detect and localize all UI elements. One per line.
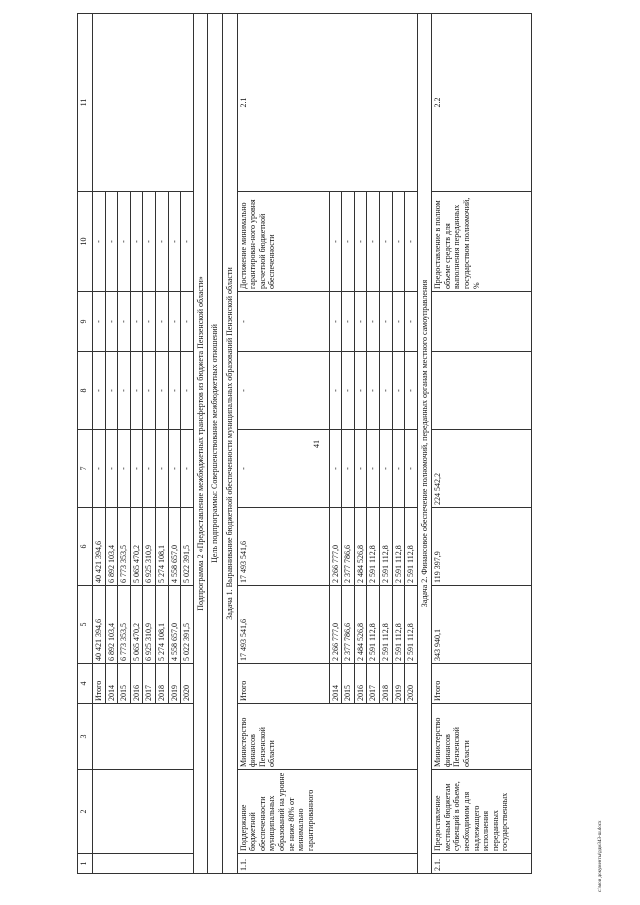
cell-regional: 6 925 310,9 <box>143 508 156 586</box>
cell-year: 2014 <box>329 664 342 704</box>
item-2-1 <box>432 14 532 874</box>
cell-local: - <box>392 352 405 430</box>
col-num-2: 2 <box>78 770 93 854</box>
cell-other: - <box>93 292 106 352</box>
cell-total: 2 591 112,8 <box>392 586 405 664</box>
item-indicator-number: 2.1 <box>237 14 417 192</box>
cell-federal: - <box>329 430 342 508</box>
cell-indicator: - <box>329 192 342 292</box>
cell-regional: 4 558 657,0 <box>168 508 181 586</box>
col-num-9: 9 <box>78 292 93 352</box>
item-1-1 <box>237 14 417 874</box>
cell-year: 2016 <box>354 664 367 704</box>
cell-regional: 40 421 394,6 <box>93 508 106 586</box>
cell-federal: - <box>155 430 168 508</box>
cell-regional: 2 377 786,6 <box>342 508 355 586</box>
cell-regional: 5 065 470,2 <box>130 508 143 586</box>
cell-total: 40 421 394,6 <box>93 586 106 664</box>
cell-regional: 5 022 391,5 <box>181 508 194 586</box>
cell-local: - <box>237 352 329 430</box>
item-1-1-row <box>237 14 329 874</box>
cell-total: 5 022 391,5 <box>181 586 194 664</box>
cell-indicator: - <box>93 192 106 292</box>
cell-other: - <box>367 292 380 352</box>
cell-year: Итого <box>237 664 329 704</box>
cell-total: 2 484 526,8 <box>354 586 367 664</box>
cell-other: - <box>143 292 156 352</box>
cell-federal: - <box>181 430 194 508</box>
column-number-row <box>78 14 93 874</box>
cell-regional: 5 274 108,1 <box>155 508 168 586</box>
cell-indicator: - <box>181 192 194 292</box>
cell-regional: 2 591 112,8 <box>367 508 380 586</box>
subprogram-goal: Цель подпрограммы: Совершенствование межбюджетных отношений <box>208 14 223 874</box>
col-num-7: 7 <box>78 430 93 508</box>
item-number: 2.1. <box>432 854 532 874</box>
col-num-1: 1 <box>78 854 93 874</box>
cell-indicator: - <box>354 192 367 292</box>
cell-federal: - <box>237 430 329 508</box>
cell-regional: 2 591 112,8 <box>405 508 418 586</box>
cell-local: - <box>329 352 342 430</box>
item-federal: 224 542,2 <box>432 430 532 508</box>
cell-local: - <box>367 352 380 430</box>
cell-year: 2020 <box>181 664 194 704</box>
item-executor: Министерство финансов Пензенской области <box>432 704 532 770</box>
cell-year: 2019 <box>168 664 181 704</box>
cell-total: 2 266 777,0 <box>329 586 342 664</box>
cell-federal: - <box>367 430 380 508</box>
subprogram-title: Подпрограмма 2 «Предоставление межбюджетных трансфертов из бюджета Пензенской области» <box>193 14 208 874</box>
file-path-footer: c:\мои документы\рдм343-ш.docx <box>598 820 603 892</box>
cell-regional: 2 484 526,8 <box>354 508 367 586</box>
cell-year: 2016 <box>130 664 143 704</box>
task1-title: Задача 1. Выравнивание бюджетной обеспеченности муниципальных образований Пензенской области <box>222 14 237 874</box>
cell-regional: 2 591 112,8 <box>392 508 405 586</box>
cell-local: - <box>143 352 156 430</box>
cell-indicator: - <box>155 192 168 292</box>
cell-indicator: - <box>118 192 131 292</box>
cell-year: 2017 <box>367 664 380 704</box>
cell-indicator: - <box>342 192 355 292</box>
program-table <box>77 13 532 874</box>
cell-total: 4 558 657,0 <box>168 586 181 664</box>
cell-indicator: - <box>405 192 418 292</box>
cell-year: 2018 <box>379 664 392 704</box>
item-year: Итого <box>432 664 532 704</box>
cell-federal: - <box>379 430 392 508</box>
cell-regional: 2 591 112,8 <box>379 508 392 586</box>
cell-federal: - <box>405 430 418 508</box>
cell-federal: - <box>93 430 106 508</box>
cell-total: 2 591 112,8 <box>379 586 392 664</box>
cell-total: 2 591 112,8 <box>405 586 418 664</box>
cell-federal: - <box>105 430 118 508</box>
cell-local: - <box>105 352 118 430</box>
cell-total: 6 925 310,9 <box>143 586 156 664</box>
cell-regional: 6 892 103,4 <box>105 508 118 586</box>
item-executor: Министерство финансов Пензенской области <box>237 704 417 770</box>
cell-other: - <box>105 292 118 352</box>
cell-local: - <box>168 352 181 430</box>
cell-indicator: - <box>143 192 156 292</box>
item-regional: 119 397,9 <box>432 508 532 586</box>
cell-indicator: - <box>168 192 181 292</box>
cell-total: 5 065 470,2 <box>130 586 143 664</box>
cell-federal: - <box>392 430 405 508</box>
cell-other: - <box>118 292 131 352</box>
cell-other: - <box>379 292 392 352</box>
cell-other: - <box>130 292 143 352</box>
cell-local: - <box>130 352 143 430</box>
subprogram-totals <box>93 14 194 874</box>
cell-indicator: - <box>105 192 118 292</box>
cell-year: 2015 <box>342 664 355 704</box>
cell-regional: 6 773 353,5 <box>118 508 131 586</box>
cell-total: 2 591 112,8 <box>367 586 380 664</box>
col-num-10: 10 <box>78 192 93 292</box>
cell-federal: - <box>130 430 143 508</box>
cell-other: - <box>354 292 367 352</box>
col-num-4: 4 <box>78 664 93 704</box>
subprogram-headers <box>193 14 237 874</box>
cell-other: - <box>237 292 329 352</box>
cell-other: - <box>392 292 405 352</box>
cell-local: - <box>405 352 418 430</box>
cell-federal: - <box>118 430 131 508</box>
totals-row <box>93 14 106 874</box>
cell-other: - <box>168 292 181 352</box>
cell-local: - <box>342 352 355 430</box>
cell-federal: - <box>168 430 181 508</box>
cell-federal: - <box>143 430 156 508</box>
item-total: 343 940,1 <box>432 586 532 664</box>
col-num-6: 6 <box>78 508 93 586</box>
cell-local: - <box>354 352 367 430</box>
cell-local: - <box>181 352 194 430</box>
task2-title: Задача 2. Финансовое обеспечение полномочий, переданных органам местного самоуправления <box>417 14 432 874</box>
cell-year: 2015 <box>118 664 131 704</box>
cell-regional: 2 266 777,0 <box>329 508 342 586</box>
item-name: Предоставление местным бюджетам субвенций в объеме, необходимом для надлежащего исполнения переданных государственных <box>432 770 532 854</box>
item-number: 1.1. <box>237 854 417 874</box>
item-name: Поддержание бюджетной обеспеченности муниципальных образований на уровне не ниже 80% от минимально гарантированного <box>237 770 417 854</box>
cell-federal: - <box>354 430 367 508</box>
cell-federal: - <box>342 430 355 508</box>
cell-local: - <box>118 352 131 430</box>
rotated-table-wrapper <box>77 34 589 874</box>
cell-year: 2014 <box>105 664 118 704</box>
cell-year: 2018 <box>155 664 168 704</box>
cell-indicator: - <box>367 192 380 292</box>
item-indicator-number: 2.2 <box>432 14 532 192</box>
item-indicator: Достижение минимально гарантирован-ного уровня расчетной бюджетной обеспеченности <box>237 192 329 292</box>
cell-local: - <box>379 352 392 430</box>
col-num-5: 5 <box>78 586 93 664</box>
cell-year: Итого <box>93 664 106 704</box>
cell-indicator: - <box>130 192 143 292</box>
cell-year: 2019 <box>392 664 405 704</box>
cell-total: 6 773 353,5 <box>118 586 131 664</box>
col-num-11: 11 <box>78 14 93 192</box>
cell-local: - <box>93 352 106 430</box>
cell-total: 2 377 786,6 <box>342 586 355 664</box>
cell-other: - <box>405 292 418 352</box>
cell-other: - <box>329 292 342 352</box>
cell-total: 5 274 108,1 <box>155 586 168 664</box>
cell-local: - <box>155 352 168 430</box>
cell-year: 2017 <box>143 664 156 704</box>
task2-header <box>417 14 432 874</box>
cell-total: 6 892 103,4 <box>105 586 118 664</box>
col-num-8: 8 <box>78 352 93 430</box>
item-indicator: Предоставление в полном объеме средств для выполнения переданных государством полномочий, % <box>432 192 532 292</box>
page-number: 41 <box>312 440 321 448</box>
cell-other: - <box>155 292 168 352</box>
cell-other: - <box>342 292 355 352</box>
cell-total: 17 493 541,6 <box>237 586 329 664</box>
cell-regional: 17 493 541,6 <box>237 508 329 586</box>
cell-indicator: - <box>392 192 405 292</box>
cell-other: - <box>181 292 194 352</box>
cell-year: 2020 <box>405 664 418 704</box>
col-num-3: 3 <box>78 704 93 770</box>
cell-indicator: - <box>379 192 392 292</box>
